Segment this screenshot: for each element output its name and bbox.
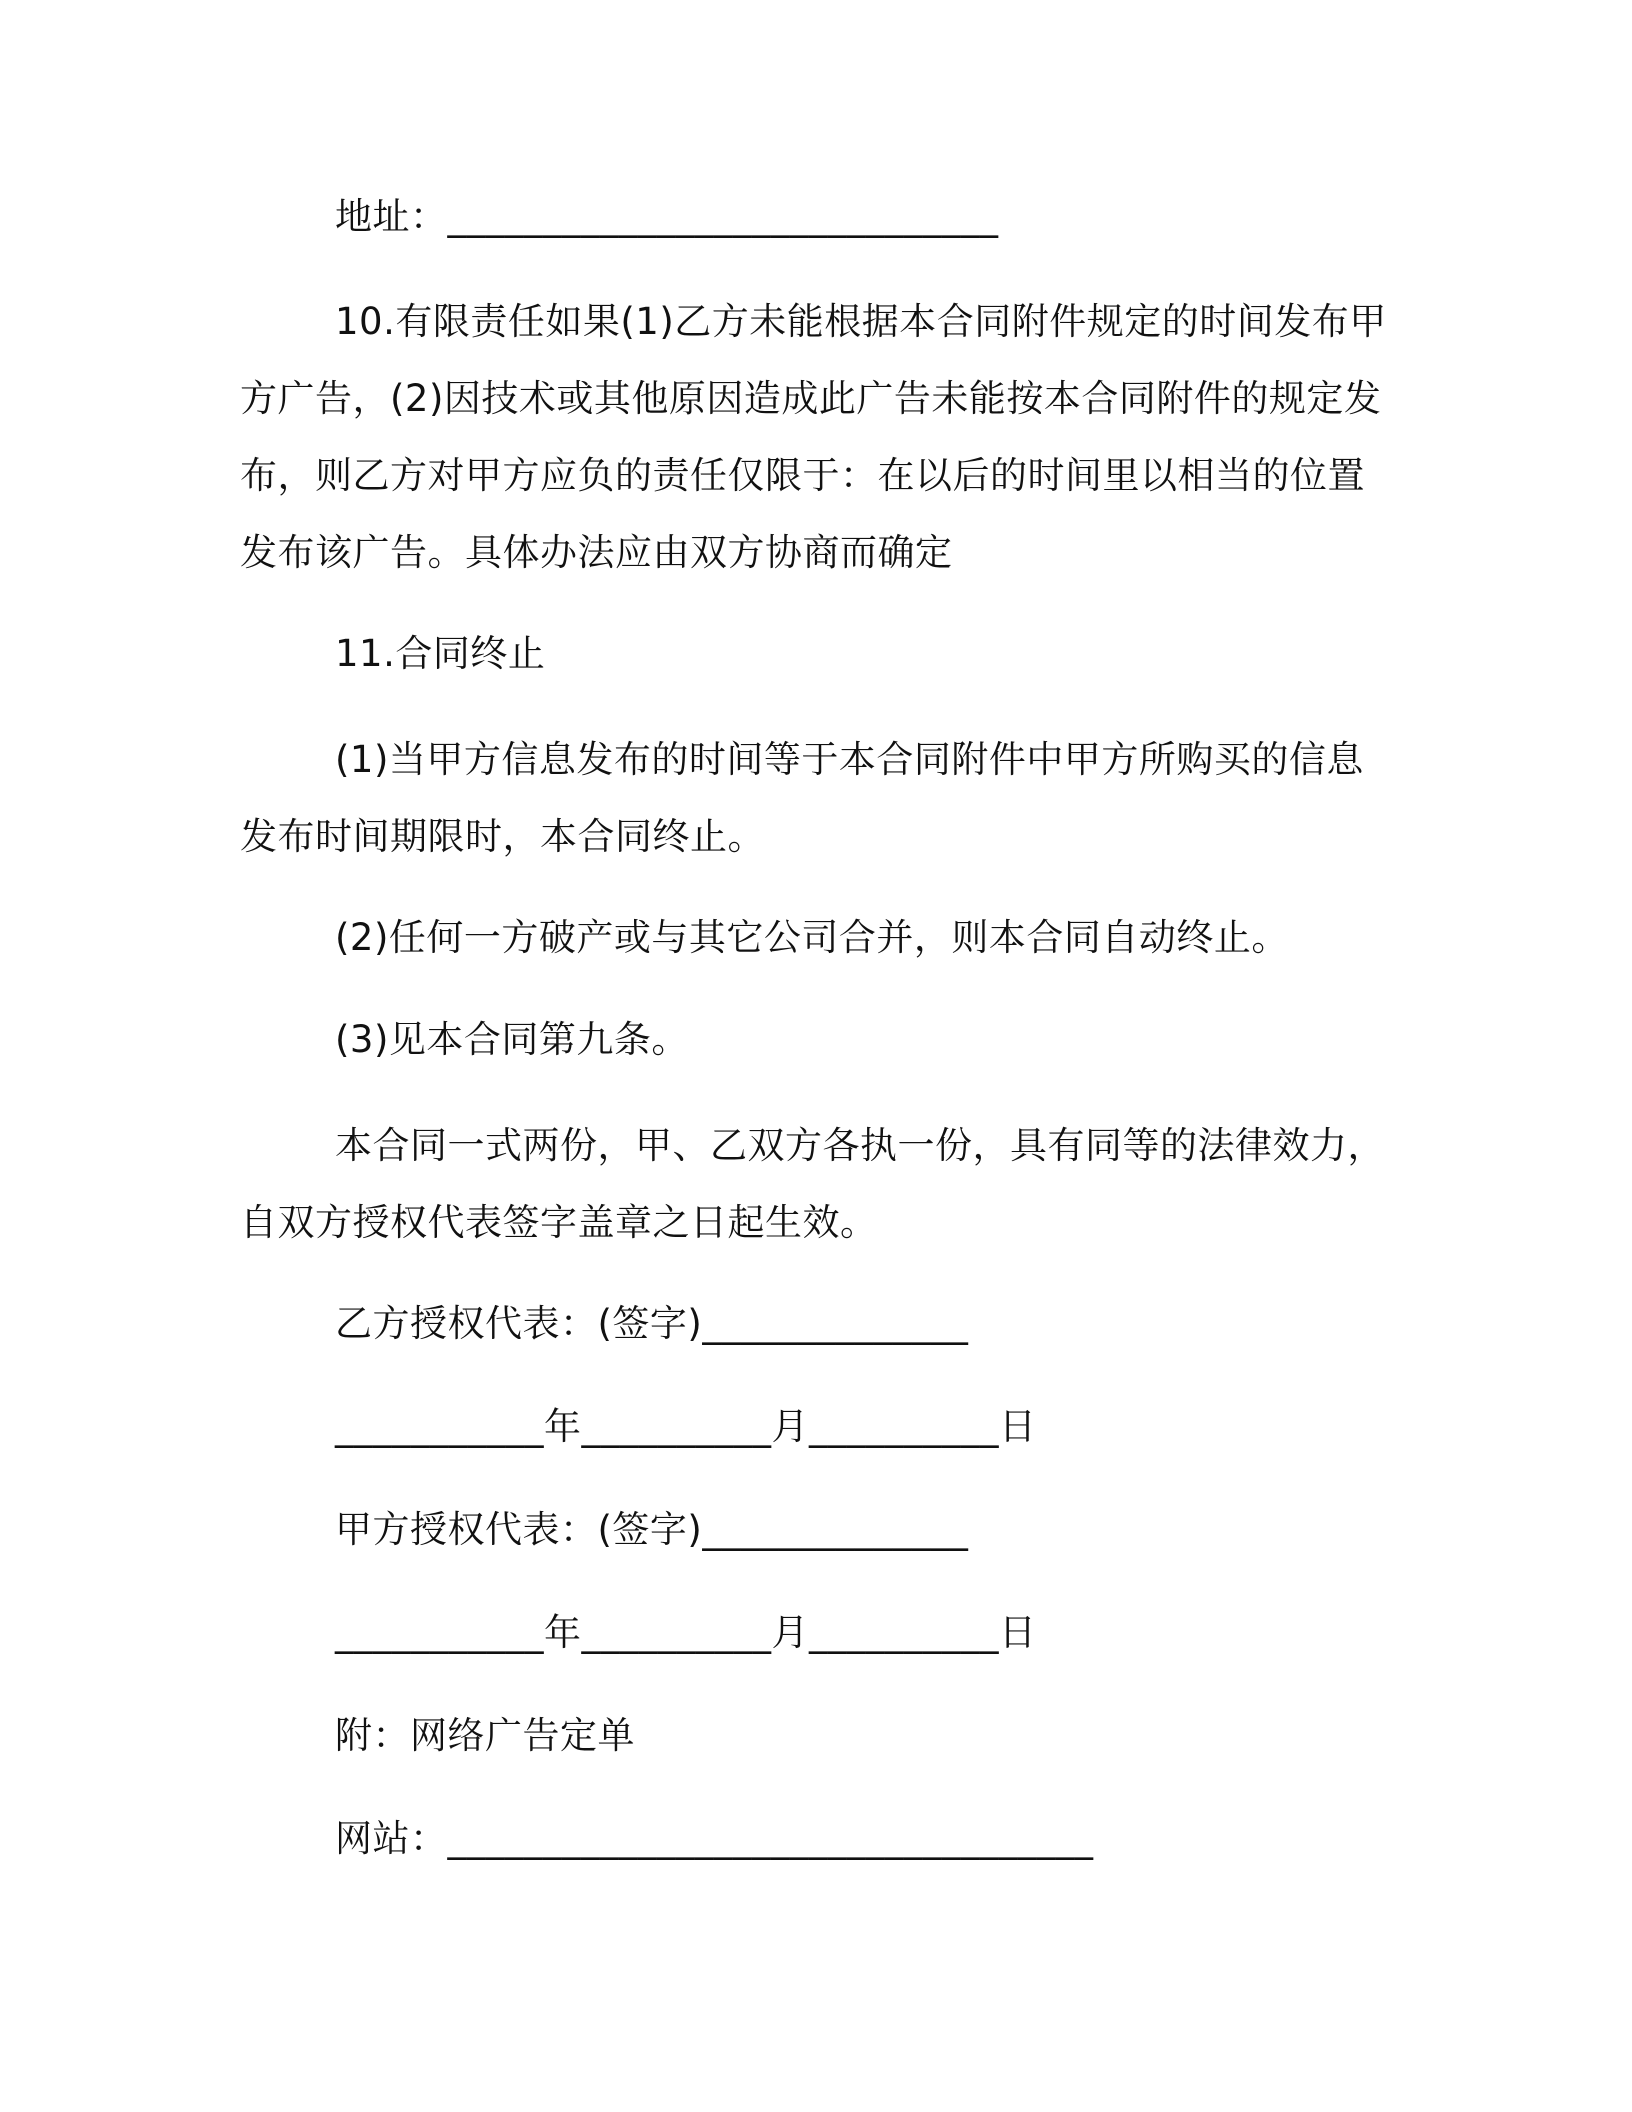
clause-11-item-3: (3)见本合同第九条。 [335, 1018, 689, 1061]
website-line: 网站：__________________________________ [335, 1817, 1094, 1860]
party-b-signature-line: 乙方授权代表：(签字)______________ [335, 1302, 969, 1345]
party-b-date-line: ___________年__________月__________日 [335, 1405, 1037, 1448]
clause-11-item-2: (2)任何一方破产或与其它公司合并，则本合同自动终止。 [335, 916, 1289, 959]
party-a-signature-line: 甲方授权代表：(签字)______________ [335, 1508, 969, 1551]
clause-10-limited-liability: 10.有限责任如果(1)乙方未能根据本合同附件规定的时间发布甲方广告，(2)因技术或其他原因造成此广告未能按本合同附件的规定发布，则乙方对甲方应负的责任仅限于：在以后的时间里以相当的位置发布该广告。具体办法应由双方协商而确定 [240, 300, 1387, 574]
clause-11-item-1: (1)当甲方信息发布的时间等于本合同附件中甲方所购买的信息发布时间期限时，本合同终止。 [240, 738, 1364, 858]
closing-paragraph: 本合同一式两份，甲、乙双方各执一份，具有同等的法律效力，自双方授权代表签字盖章之日起生效。 [240, 1124, 1385, 1244]
clause-11-title: 11.合同终止 [335, 632, 546, 675]
address-line: 地址：_____________________________ [335, 195, 999, 238]
party-a-date-line: ___________年__________月__________日 [335, 1611, 1037, 1654]
attachment-title: 附：网络广告定单 [335, 1714, 635, 1757]
